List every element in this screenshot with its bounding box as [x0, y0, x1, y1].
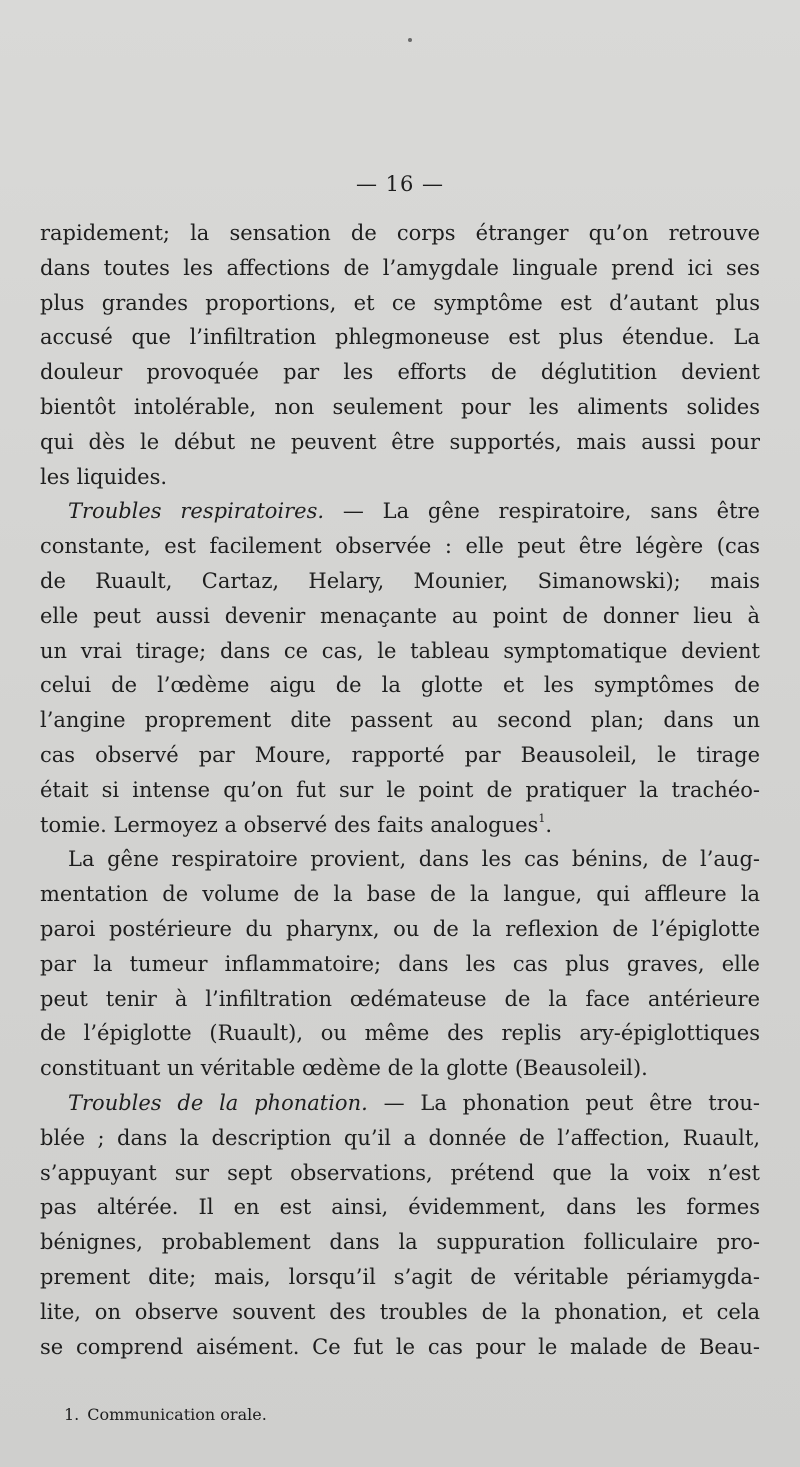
text-line: un vrai tirage; dans ce cas, le tableau symptomatique devient	[40, 638, 760, 663]
text-line: était si intense qu’on fut sur le point de pratiquer la trachéo-	[40, 777, 760, 802]
text-line: par la tumeur inflammatoire; dans les cas plus graves, elle	[40, 951, 760, 976]
text-line: paroi postérieure du pharynx, ou de la reflexion de l’épiglotte	[40, 916, 760, 941]
text-line: bénignes, probablement dans la suppuration folliculaire pro-	[40, 1230, 760, 1255]
text-line: de Ruault, Cartaz, Helary, Mounier, Simanowski); mais	[40, 568, 760, 593]
page-number: — 16 —	[355, 172, 445, 196]
heading-italic: Troubles respiratoires.	[68, 499, 325, 524]
text-line: elle peut aussi devenir menaçante au point de donner lieu à	[40, 603, 760, 628]
text-line: constante, est facilement observée : elle peut être légère (cas	[40, 534, 760, 559]
text-line: pas altérée. Il en est ainsi, évidemment, dans les formes	[40, 1195, 760, 1220]
text-line: cas observé par Moure, rapporté par Beausoleil, le tirage	[40, 742, 760, 767]
text-line: peut tenir à l’infiltration œdémateuse de la face antérieure	[40, 986, 760, 1011]
text-line: celui de l’œdème aigu de la glotte et les symptômes de	[40, 673, 760, 698]
body-text	[40, 216, 760, 1364]
heading-italic: Troubles de la phonation.	[68, 1090, 368, 1115]
text-line: blée ; dans la description qu’il a donnée de l’affection, Ruault,	[40, 1125, 760, 1150]
section-heading-phonation	[40, 1086, 760, 1121]
text-line: mentation de volume de la base de la langue, qui affleure la	[40, 882, 760, 907]
page-speck	[408, 38, 412, 42]
text-line: douleur provoquée par les efforts de déglutition devient	[40, 360, 760, 385]
text-line: constituant un véritable œdème de la glotte (Beausoleil).	[40, 1056, 648, 1081]
footnote-marker: 1	[538, 811, 546, 825]
text-line: lite, on observe souvent des troubles de la phonation, et cela	[40, 1299, 760, 1324]
footnote-reference-line	[40, 808, 760, 843]
text-line: dans toutes les affections de l’amygdale linguale prend ici ses	[40, 255, 760, 280]
heading-rest: — La phonation peut être trou-	[367, 1090, 760, 1115]
line-end: .	[545, 812, 552, 837]
text-line: l’angine proprement dite passent au second plan; dans un	[40, 708, 760, 733]
text-line: s’appuyant sur sept observations, prétend que la voix n’est	[40, 1160, 760, 1185]
text-line: rapidement; la sensation de corps étranger qu’on retrouve	[40, 221, 760, 245]
text-line: qui dès le début ne peuvent être supportés, mais aussi pour	[40, 429, 760, 454]
footnote-number: 1.	[64, 1405, 80, 1424]
heading-rest: — La gêne respiratoire, sans être	[324, 499, 760, 524]
text-line: prement dite; mais, lorsqu’il s’agit de véritable périamygda-	[40, 1264, 760, 1289]
line-text: tomie. Lermoyez a observé des faits analogues	[40, 812, 539, 837]
text-line: les liquides.	[40, 464, 168, 489]
text-line: accusé que l’infiltration phlegmoneuse est plus étendue. La	[40, 325, 760, 350]
footnote-text: Communication orale.	[87, 1405, 267, 1424]
text-line: bientôt intolérable, non seulement pour les aliments solides	[40, 394, 760, 419]
footnote	[64, 1405, 267, 1425]
text-line: de l’épiglotte (Ruault), ou même des replis ary-épiglottiques	[40, 1021, 760, 1046]
text-line: plus grandes proportions, et ce symptôme est d’autant plus	[40, 290, 760, 315]
text-line: se comprend aisément. Ce fut le cas pour le malade de Beau-	[40, 1334, 760, 1359]
paragraph-start: La gêne respiratoire provient, dans les cas bénins, de l’aug-	[68, 847, 760, 872]
section-heading-respiratoires	[40, 494, 760, 529]
